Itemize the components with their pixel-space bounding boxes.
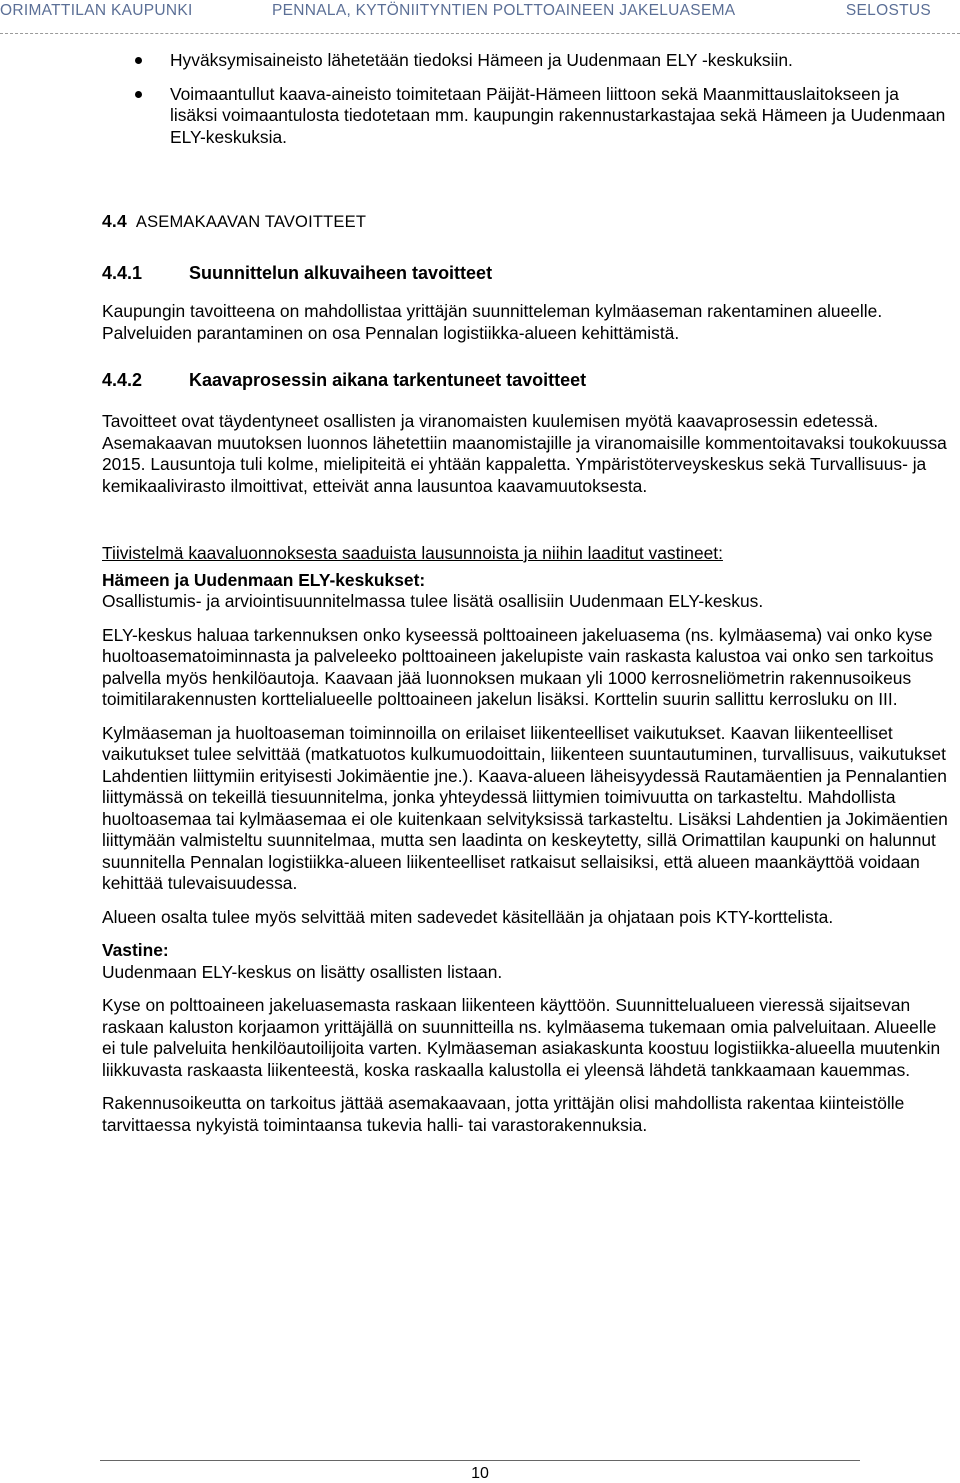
bullet-text: Hyväksymisaineisto lähetetään tiedoksi Hämeen ja Uudenmaan ELY -keskuksiin. <box>170 50 793 70</box>
bullet-item <box>170 50 950 72</box>
page-number: 10 <box>471 1465 489 1482</box>
subsection-heading <box>102 370 952 391</box>
subsection-number: 4.4.1 <box>102 263 143 283</box>
bullet-list <box>170 50 950 148</box>
header-left-text: ORIMATTILAN KAUPUNKI <box>0 2 193 19</box>
paragraph: Kyse on polttoaineen jakeluasemasta raskaan liikenteen käyttöön. Suunnittelualueen vieressä sijaitsevan raskaan kaluston korjaamon yrittäjällä on suunnitteilla ns. kylmäasema tukemaan omia palveluitaan. Alueelle ei tule palveluita henkilöautoilijoita varten. Kylmäaseman asiakaskunta koostuu logistiikka-alueella muutenkin liikkuvasta raskaasta liikenteestä, koska raskaalla kalustolla ei yleensä lähdetä tankkaamaan kauemmas. <box>102 995 941 1080</box>
header-center-text: PENNALA, KYTÖNIITYNTIEN POLTTOAINEEN JAKELUASEMA <box>272 2 736 19</box>
subsection-heading <box>102 263 952 284</box>
bullet-dot-icon <box>135 57 142 64</box>
bullet-item <box>170 84 950 149</box>
summary-heading: Tiivistelmä kaavaluonnoksesta saaduista lausunnoista ja niihin laaditut vastineet: <box>102 543 723 563</box>
header-divider <box>0 33 960 34</box>
bullet-dot-icon <box>135 91 142 98</box>
bullet-text: Voimaantullut kaava-aineisto toimitetaan Päijät-Hämeen liittoon sekä Maanmittauslaitokseen ja lisäksi voimaantulosta tiedotetaan mm. kaupungin rakennustarkastajaa sekä Hämeen ja Uudenmaan ELY-keskuksia. <box>170 83 946 147</box>
footer-divider <box>100 1460 860 1461</box>
section-number: 4.4 <box>102 211 127 231</box>
paragraph: Kylmäaseman ja huoltoaseman toiminnoilla on erilaiset liikenteelliset vaikutukset. Kaavan liikenteelliset vaikutukset tulee selvittää (matkatuotos kulkumuodoittain, liikenteen suuntautuminen, turvallisuus, vaikutukset Lahdentien liittymiin erityisesti Jokimäentie jne.). Kaava-alueen läheisyydessä Rautamäentien ja Pennalantien liittymässä on tekeillä tiesuunnitelma, jonka yhteydessä liittymien toimivuutta on tarkasteltu. Mahdollista huoltoasemaa tai kylmäasemaa ei ole kuitenkaan selvityksissä tarkasteltu. Lisäksi Lahdentien ja Jokimäentien liittymään valmisteltu suunnitelmaa, mutta sen laadinta on keskeytetty, sillä Orimattilan kaupunki on halunnut suunnitella Pennalan logistiikka-alueen liikenteelliset ratkaisut sellaisiksi, että alueen maankäyttöä voidaan kehittää tulevaisuudessa. <box>102 722 948 893</box>
paragraph: Rakennusoikeutta on tarkoitus jättää asemakaavaan, jotta yrittäjän olisi mahdollista rakentaa kiinteistölle tarvittaessa nykyistä toimintaansa tukevia halli- tai varastorakennuksia. <box>102 1093 905 1135</box>
paragraph: Tavoitteet ovat täydentyneet osallisten ja viranomaisten kuulemisen myötä kaavaprosessin edetessä. Asemakaavan muutoksen luonnos lähetettiin maanomistajille ja viranomaisille kommentoitavaksi toukokuussa 2015. Lausuntoja tuli kolme, mielipiteitä ei yhtään kappaletta. Ympäristöterveyskeskus sekä Turvallisuus- ja kemikaalivirasto ilmoittivat, etteivät anna lausuntoa kaavamuutoksesta. <box>102 411 947 496</box>
section-title: ASEMAKAAVAN TAVOITTEET <box>135 213 367 231</box>
document-body <box>102 50 952 1136</box>
paragraph: ELY-keskus haluaa tarkennuksen onko kyseessä polttoaineen jakeluasema (ns. kylmäasema) vai onko kyse huoltoasematoiminnasta ja palveleeko polttoaineen jakelupiste vain raskasta kalustoa vai onko sen tarkoitus palvella myös henkilöautoja. Kaavaan jää luonnoksen mukaan yli 1000 kerrosneliömetrin rakennusoikeus toimitilarakennusten korttelialueelle polttoaineen jakelun lisäksi. Korttelin suurin sallittu kerrosluku on III. <box>102 624 934 709</box>
paragraph: Kaupungin tavoitteena on mahdollistaa yrittäjän suunnitteleman kylmäaseman rakentaminen alueelle. Palveluiden parantaminen on osa Pennalan logistiikka-alueen kehittämistä. <box>102 301 883 343</box>
header-right-text: SELOSTUS <box>845 2 931 19</box>
subsection-title: Suunnittelun alkuvaiheen tavoitteet <box>189 263 493 283</box>
subsection-title: Kaavaprosessin aikana tarkentuneet tavoitteet <box>189 370 587 390</box>
section-heading <box>102 211 952 232</box>
paragraph: Osallistumis- ja arviointisuunnitelmassa tulee lisätä osallisiin Uudenmaan ELY-keskus. <box>102 591 764 611</box>
paragraph: Alueen osalta tulee myös selvittää miten sadevedet käsitellään ja ohjataan pois KTY-korttelista. <box>102 906 834 927</box>
page-header <box>0 0 960 24</box>
ely-heading: Hämeen ja Uudenmaan ELY-keskukset: <box>102 569 426 590</box>
subsection-number: 4.4.2 <box>102 370 143 390</box>
reply-heading: Vastine: <box>102 940 169 960</box>
paragraph: Uudenmaan ELY-keskus on lisätty osallisten listaan. <box>102 961 503 982</box>
